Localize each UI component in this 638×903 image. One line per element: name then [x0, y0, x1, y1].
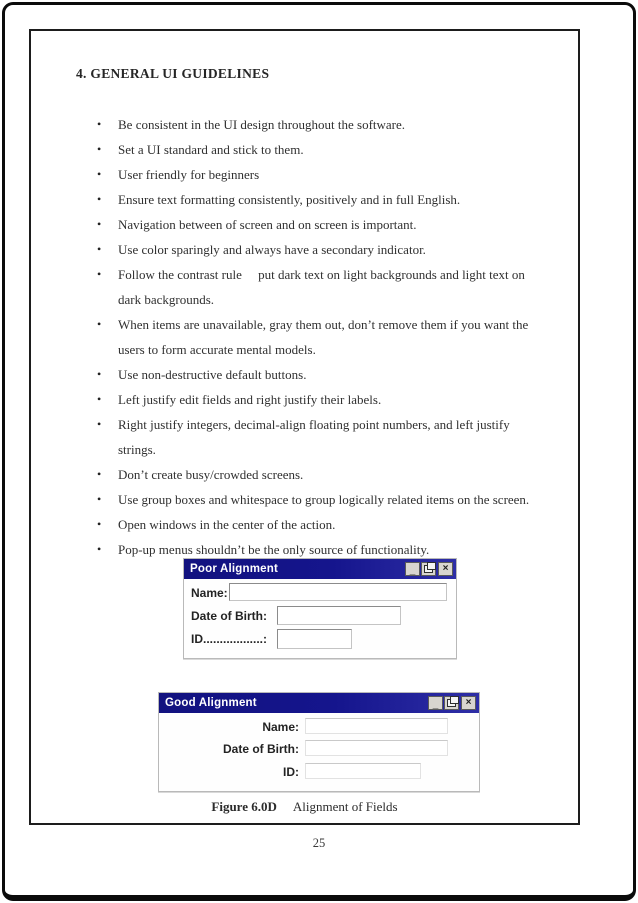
- bullet-icon: •: [97, 492, 102, 506]
- bullet-icon: •: [97, 142, 102, 156]
- poor-alignment-window: [183, 558, 457, 659]
- name-field-input[interactable]: [229, 583, 447, 601]
- date-of-birth-field-label: Date of Birth:: [191, 609, 267, 623]
- bullet-icon: •: [97, 242, 102, 256]
- date-of-birth-field-label: Date of Birth:: [223, 742, 299, 756]
- window-controls: [428, 696, 476, 710]
- list-item: • Use non-destructive default buttons.: [97, 362, 549, 387]
- close-button[interactable]: ×: [461, 696, 476, 710]
- list-item: • Left justify edit fields and right justify their labels.: [97, 387, 549, 412]
- date-of-birth-field-input[interactable]: [305, 740, 448, 756]
- poor-window-titlebar[interactable]: [184, 559, 456, 579]
- restore-button[interactable]: [421, 562, 436, 576]
- restore-icon: [424, 565, 433, 573]
- list-item: • Don’t create busy/crowded screens.: [97, 462, 549, 487]
- date-of-birth-field-input[interactable]: [277, 606, 401, 625]
- bullet-icon: •: [97, 467, 102, 481]
- list-item: • Right justify integers, decimal-align floating point numbers, and left justify strings.: [97, 412, 549, 462]
- figure-caption-text: Alignment of Fields: [292, 799, 398, 814]
- bullet-icon: •: [97, 267, 102, 281]
- name-field-input[interactable]: [305, 718, 448, 734]
- list-item: • Navigation between of screen and on screen is important.: [97, 212, 549, 237]
- bullet-icon: •: [97, 392, 102, 406]
- restore-button[interactable]: [444, 696, 459, 710]
- page-number: 25: [312, 836, 326, 850]
- window-controls: [405, 562, 453, 576]
- list-item: • User friendly for beginners: [97, 162, 549, 187]
- good-window-title: Good Alignment: [165, 697, 257, 709]
- figure-caption-label: Figure 6.0D: [211, 799, 277, 814]
- bullet-icon: •: [97, 217, 102, 231]
- bullet-icon: •: [97, 542, 102, 556]
- list-item: • Follow the contrast rule put dark text on light backgrounds and light text on dark backgrounds.: [97, 262, 549, 312]
- figure-caption: [29, 799, 580, 815]
- list-item: • Set a UI standard and stick to them.: [97, 137, 549, 162]
- section-heading: 4. GENERAL UI GUIDELINES: [76, 66, 270, 81]
- list-item: • Ensure text formatting consistently, positively and in full English.: [97, 187, 549, 212]
- list-item: • When items are unavailable, gray them out, don’t remove them if you want the users to form accurate mental models.: [97, 312, 549, 362]
- id-field-label: ID:: [283, 765, 299, 779]
- id-field-input[interactable]: [305, 763, 421, 779]
- bullet-icon: •: [97, 317, 102, 331]
- bullet-icon: •: [97, 417, 102, 431]
- bullet-icon: •: [97, 117, 102, 131]
- minimize-button[interactable]: _: [405, 562, 420, 576]
- good-window-titlebar[interactable]: [159, 693, 479, 713]
- minimize-button[interactable]: _: [428, 696, 443, 710]
- name-field-label: Name:: [191, 586, 228, 600]
- bullet-icon: •: [97, 167, 102, 181]
- poor-window-title: Poor Alignment: [190, 563, 278, 575]
- close-button[interactable]: ×: [438, 562, 453, 576]
- good-alignment-window: [158, 692, 480, 792]
- list-item: • Pop-up menus shouldn’t be the only source of functionality.: [97, 537, 549, 562]
- list-item: • Use group boxes and whitespace to group logically related items on the screen.: [97, 487, 549, 512]
- list-item: • Open windows in the center of the action.: [97, 512, 549, 537]
- guidelines-list: [97, 112, 549, 562]
- list-item: • Be consistent in the UI design throughout the software.: [97, 112, 549, 137]
- bullet-icon: •: [97, 367, 102, 381]
- restore-icon: [447, 699, 456, 707]
- name-field-label: Name:: [262, 720, 299, 734]
- id-field-label: ID..................:: [191, 632, 268, 646]
- list-item: • Use color sparingly and always have a secondary indicator.: [97, 237, 549, 262]
- id-field-input[interactable]: [277, 629, 352, 649]
- bullet-icon: •: [97, 192, 102, 206]
- bullet-icon: •: [97, 517, 102, 531]
